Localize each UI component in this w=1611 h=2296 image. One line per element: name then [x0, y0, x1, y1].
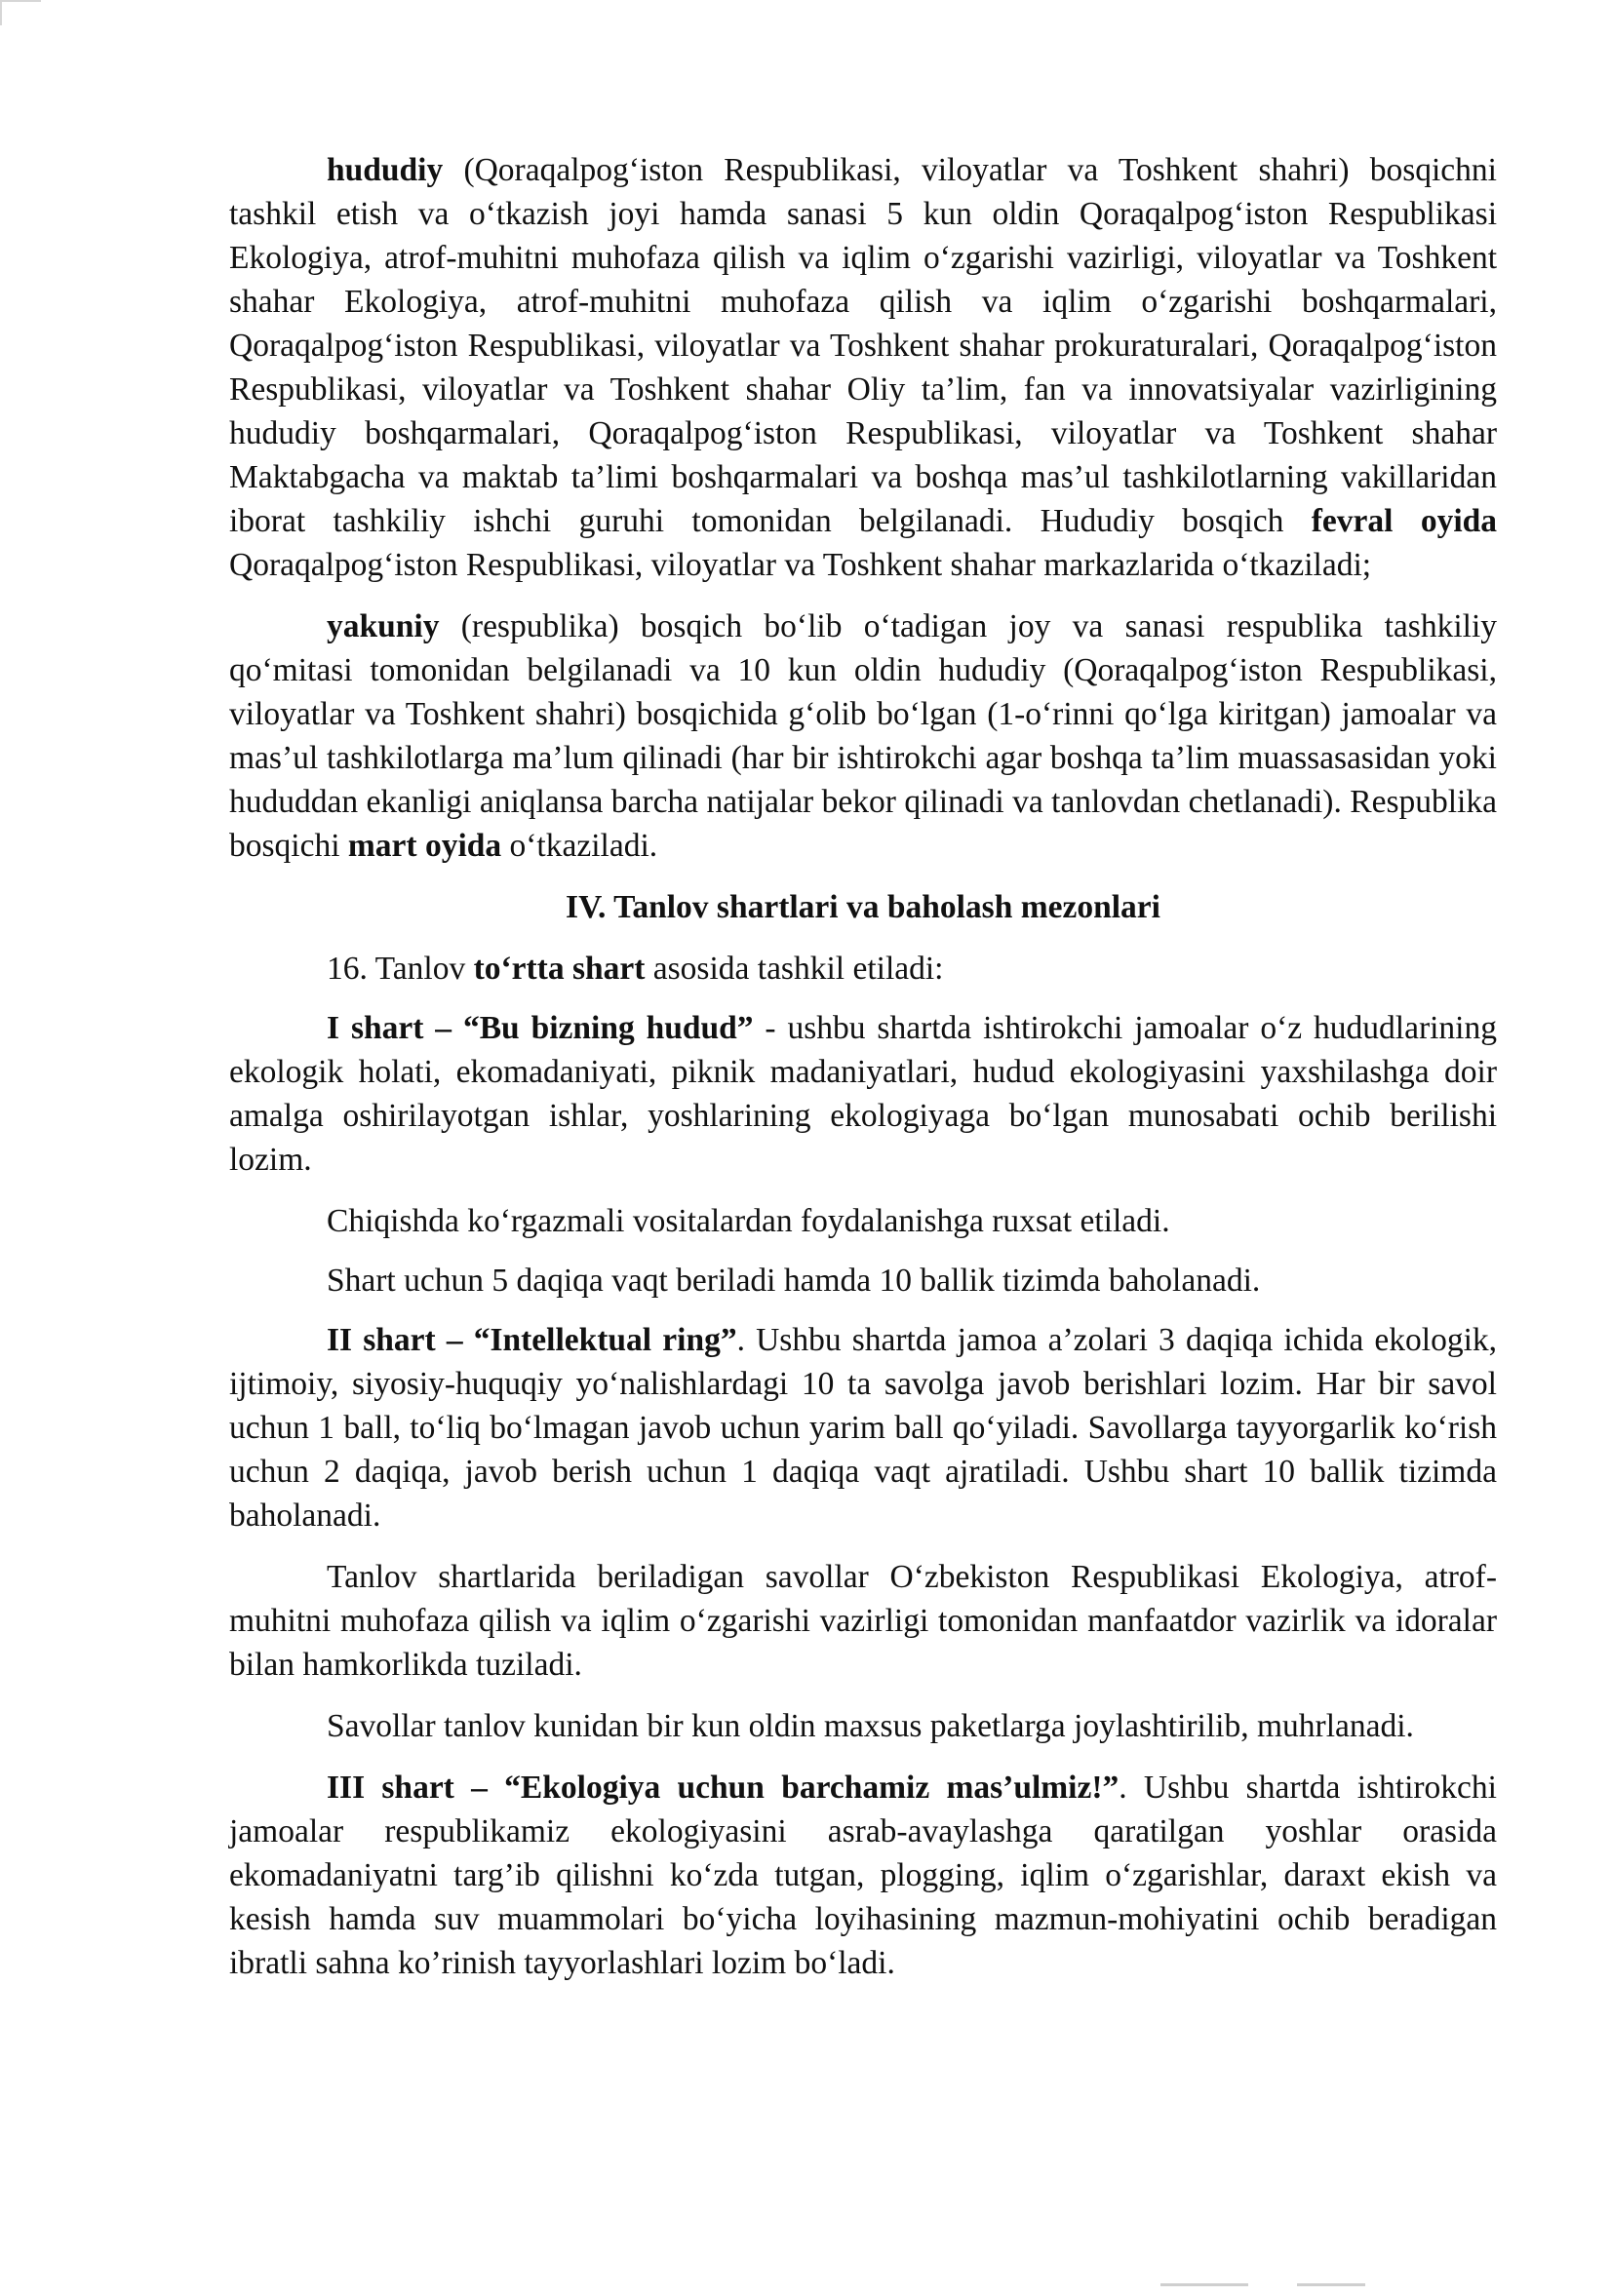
- term-tortta-shart: to‘rtta shart: [473, 951, 646, 987]
- paragraph-text: o‘tkaziladi.: [501, 828, 658, 864]
- paragraph-condition-1: [229, 1006, 1497, 1182]
- term-yakuniy: yakuniy: [327, 608, 440, 644]
- term-hududiy: hududiy: [327, 152, 444, 188]
- scan-edge-mark: [1297, 2283, 1365, 2286]
- paragraph-regional-stage: [229, 148, 1497, 587]
- paragraph-text: - ushbu shartda ishtirokchi jamoalar o‘z hududlarining ekologik holati, ekomadaniyati, piknik madaniyatlari, hudud ekologiyasini yaxshilashga doir amalga oshirilayotgan ishlar, yoshlarining ekologiyaga bo‘lgan munosabati ochib berilishi lozim.: [229, 1010, 1497, 1178]
- paragraph-condition-2: [229, 1318, 1497, 1537]
- paragraph-text: . Ushbu shartda ishtirokchi jamoalar respublikamiz ekologiyasini asrab-avaylashga qaratilgan yoshlar orasida ekomadaniyatni targ’ib qilishni ko‘zda tutgan, plogging, iqlim o‘zgarishlar, daraxt ekish va kesish hamda suv muammolari bo‘yicha loyihasining mazmun-mohiyatini ochib beradigan ibratli sahna ko’rinish tayyorlashlari lozim bo‘ladi.: [229, 1770, 1497, 1981]
- paragraph-questions-source: Tanlov shartlarida beriladigan savollar O‘zbekiston Respublikasi Ekologiya, atrof-muhitni muhofaza qilish va iqlim o‘zgarishi vazirligi tomonidan manfaatdor vazirlik va idoralar bilan hamkorlikda tuziladi.: [229, 1559, 1497, 1683]
- condition-3-title: III shart – “Ekologiya uchun barchamiz mas’ulmiz!”: [327, 1770, 1120, 1806]
- condition-2-title: II shart – “Intellektual ring”: [327, 1322, 737, 1358]
- paragraph-text: . Ushbu shartda jamoa a’zolari 3 daqiqa ichida ekologik, ijtimoiy, siyosiy-huquqiy yo‘nalishlardagi 10 ta savolga javob berishlari lozim. Har bir savol uchun 1 ball, to‘liq bo‘lmagan javob uchun yarim ball qo‘yiladi. Savollarga tayyorgarlik ko‘rish uchun 2 daqiqa, javob berish uchun 1 daqiqa vaqt ajratiladi. Ushbu shart 10 ballik tizimda baholanadi.: [229, 1322, 1497, 1534]
- paragraph-questions-sealed: Savollar tanlov kunidan bir kun oldin maxsus paketlarga joylashtirilib, muhrlanadi.: [327, 1708, 1414, 1744]
- paragraph-text: (Qoraqalpog‘iston Respublikasi, viloyatlar va Toshkent shahri) bosqichni tashkil etish va o‘tkazish joyi hamda sanasi 5 kun oldin Qoraqalpog‘iston Respublikasi Ekologiya, atrof-muhitni muhofaza qilish va iqlim o‘zgarishi vazirligi, viloyatlar va Toshkent shahar Ekologiya, atrof-muhitni muhofaza qilish va iqlim o‘zgarishi boshqarmalari, Qoraqalpog‘iston Respublikasi, viloyatlar va Toshkent shahar prokuraturalari, Qoraqalpog‘iston Respublikasi, viloyatlar va Toshkent shahar Oliy ta’lim, fan va innovatsiyalar vazirligining hududiy boshqarmalari, Qoraqalpog‘iston Respublikasi, viloyatlar va Toshkent shahar Maktabgacha va maktab ta’limi boshqarmalari va boshqa mas’ul tashkilotlarning vakillaridan iborat tashkiliy ishchi guruhi tomonidan belgilanadi. Hududiy bosqich: [229, 152, 1497, 539]
- paragraph-text: asosida tashkil etiladi:: [645, 951, 944, 987]
- paragraph-time-scoring: Shart uchun 5 daqiqa vaqt beriladi hamda 10 ballik tizimda baholanadi.: [327, 1263, 1261, 1299]
- scan-edge-mark: [1160, 2283, 1248, 2286]
- paragraph-condition-3: [229, 1766, 1497, 1985]
- condition-1-title: I shart – “Bu bizning hudud”: [327, 1010, 754, 1046]
- paragraph-visual-aids: Chiqishda ko‘rgazmali vositalardan foydalanishga ruxsat etiladi.: [327, 1203, 1170, 1239]
- term-mart-oyida: mart oyida: [347, 828, 502, 864]
- paragraph-text: Qoraqalpog‘iston Respublikasi, viloyatlar va Toshkent shahar markazlarida o‘tkaziladi;: [229, 547, 1372, 583]
- paragraph-text: (respublika) bosqich bo‘lib o‘tadigan joy va sanasi respublika tashkiliy qo‘mitasi tomonidan belgilanadi va 10 kun oldin hududiy (Qoraqalpog‘iston Respublikasi, viloyatlar va Toshkent shahri) bosqichida g‘olib bo‘lgan (1-o‘rinni qo‘lga kiritgan) jamoalar va mas’ul tashkilotlarga ma’lum qilinadi (har bir ishtirokchi agar boshqa ta’lim muassasasidan yoki hududdan ekanligi aniqlansa barcha natijalar bekor qilinadi va tanlovdan chetlanadi). Respublika bosqichi: [229, 608, 1497, 864]
- scan-corner-mark: [0, 0, 41, 25]
- paragraph-item-16: [229, 947, 1497, 991]
- section-heading: IV. Tanlov shartlari va baholash mezonlari: [566, 889, 1160, 925]
- paragraph-text: 16. Tanlov: [327, 951, 474, 987]
- document-page: [229, 148, 1497, 2003]
- paragraph-final-stage: [229, 604, 1497, 868]
- term-fevral-oyida: fevral oyida: [1311, 503, 1498, 539]
